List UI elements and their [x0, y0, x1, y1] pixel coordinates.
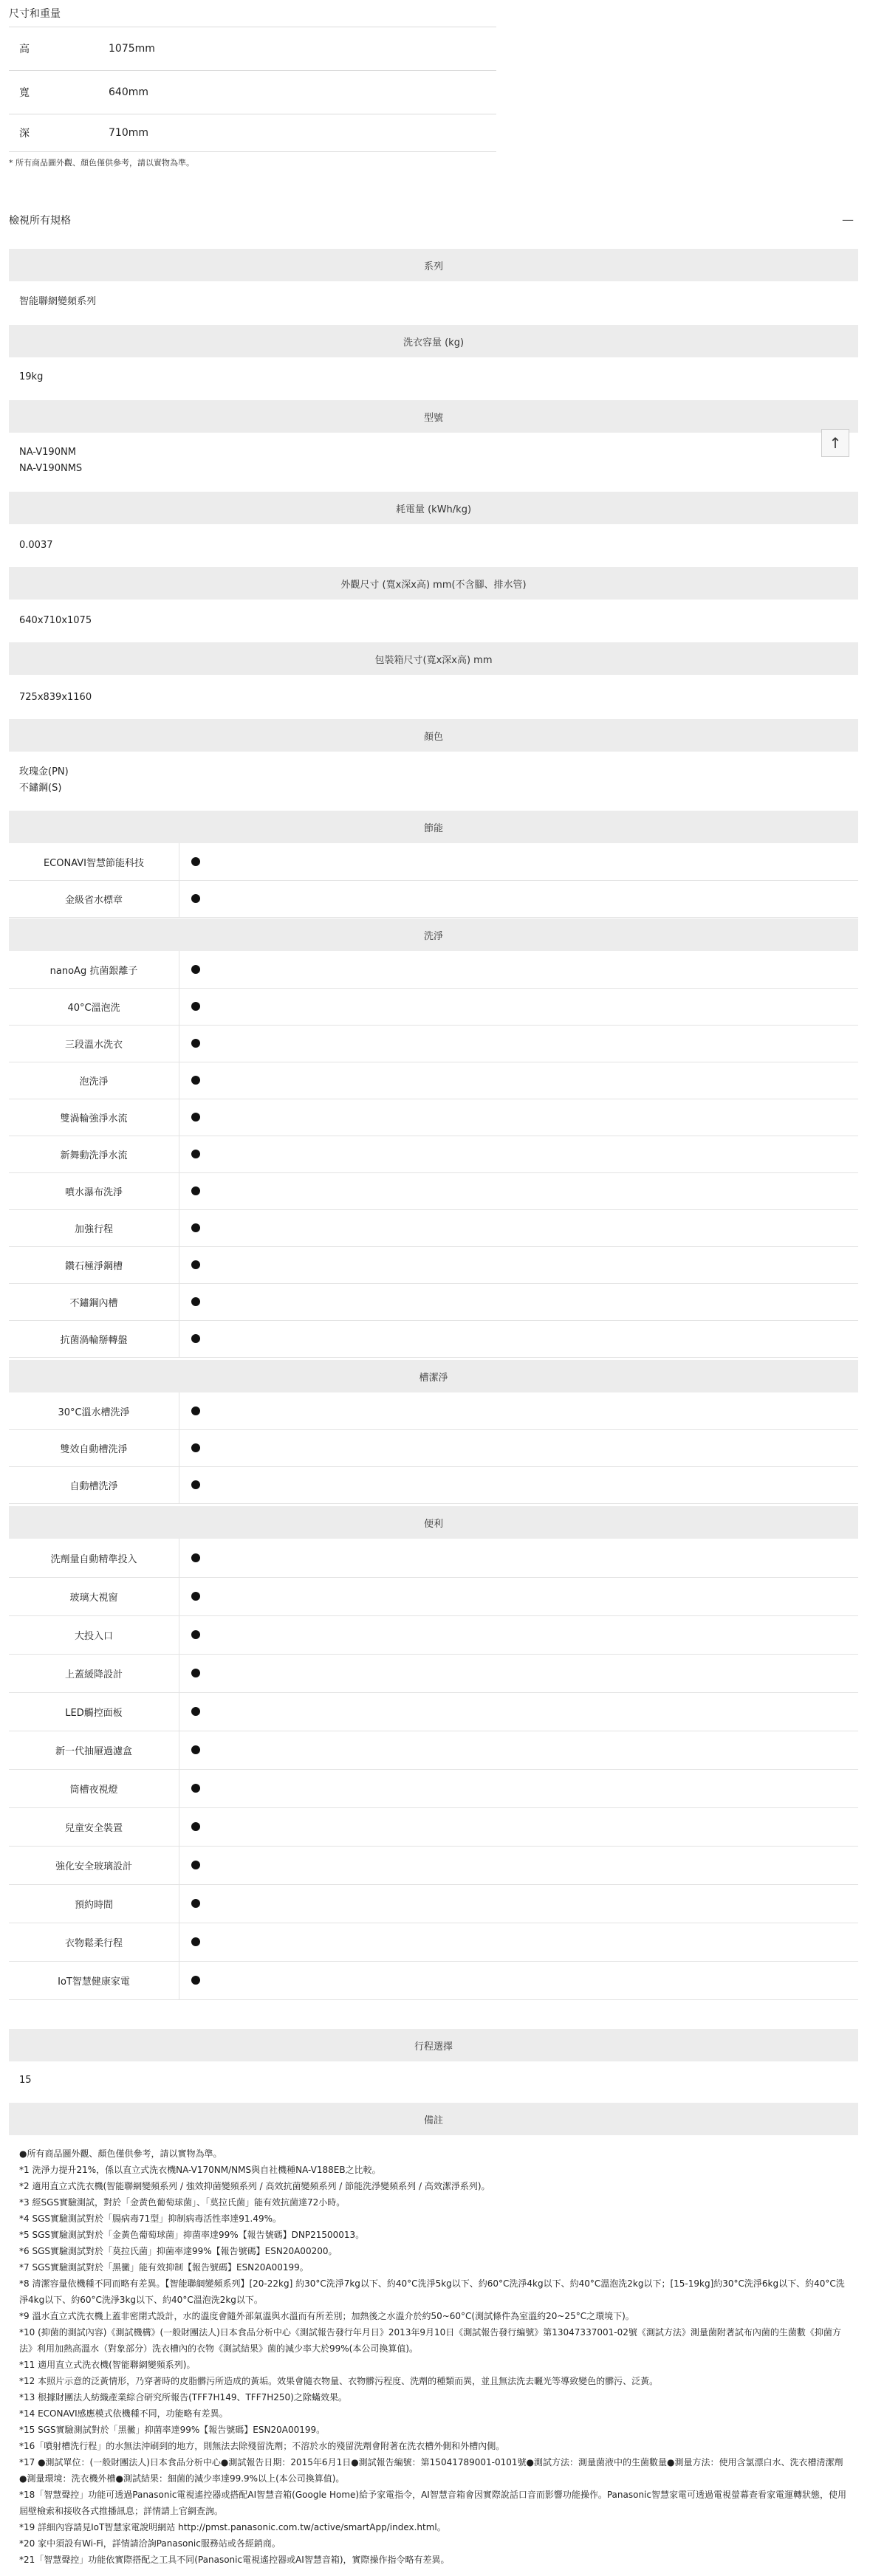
feature-label: IoT智慧健康家電	[9, 1961, 179, 1999]
bullet-icon	[191, 1745, 200, 1754]
dim-label: 寬	[19, 87, 30, 99]
remark-line: *5 SGS實驗測試對於「金黃色葡萄球菌」抑菌率達99%【報告號碼】DNP21500013。	[19, 2230, 365, 2240]
feature-label: 不鏽鋼內槽	[9, 1283, 179, 1320]
spec-value-line: 智能聯網變頻系列	[19, 296, 97, 307]
dim-label: 深	[19, 128, 30, 140]
spec-value-power	[19, 537, 53, 554]
bullet-icon	[191, 857, 200, 866]
feature-row	[9, 1692, 858, 1731]
feature-label: 三段溫水洗衣	[9, 1025, 179, 1062]
feature-row	[9, 1466, 858, 1504]
feature-row	[9, 1577, 858, 1616]
spec-header-series: 系列	[9, 249, 858, 281]
feature-label: 衣物鬆柔行程	[9, 1923, 179, 1961]
bullet-icon	[191, 1669, 200, 1677]
feature-label: 大投入口	[9, 1615, 179, 1654]
bullet-icon	[191, 1150, 200, 1158]
feature-label: 新一代抽屜過濾盒	[9, 1731, 179, 1769]
feature-row	[9, 1731, 858, 1770]
spec-value-outer-dim	[19, 613, 92, 629]
bullet-icon	[191, 1480, 200, 1489]
feature-label: 玻璃大視窗	[9, 1577, 179, 1615]
spec-header-outer-dim: 外觀尺寸 (寬x深x高) mm(不含腳、排水管)	[9, 567, 858, 600]
bullet-icon	[191, 1707, 200, 1716]
dim-row-width	[9, 71, 496, 114]
feature-row	[9, 1172, 858, 1210]
spec-value-color	[19, 764, 69, 797]
spec-value-line: 玫瑰金(PN)	[19, 766, 69, 777]
remark-line: *4 SGS實驗測試對於「腸病毒71型」抑制病毒活性率達91.49%。	[19, 2213, 282, 2224]
spec-value-line: 0.0037	[19, 540, 53, 551]
bullet-icon	[191, 1223, 200, 1232]
feature-label: 金級省水標章	[9, 880, 179, 917]
remark-line: ●所有商品圖外觀、顏色僅供參考，請以實物為準。	[19, 2149, 222, 2159]
feature-label: 抗菌渦輪掰轉盤	[9, 1320, 179, 1357]
remark-line: *20 家中須設有Wi-Fi，詳情請洽詢Panasonic服務站或各經銷商。	[19, 2538, 281, 2549]
remark-line: *8 清潔容量依機種不同而略有差異。【智能聯網變頻系列】[20-22kg] 約30°C洗淨7kg以下、約40°C洗淨5kg以下、約60°C洗淨4kg以下、約40°C溫泡洗2kg以下；[15-19kg]約30°C洗淨6kg以下、約40°C洗淨4kg以下、約60°C洗淨3kg以下、約40°C溫泡洗2kg以下。	[19, 2278, 845, 2305]
feature-row	[9, 1807, 858, 1847]
feature-row	[9, 1136, 858, 1173]
dim-row-depth	[9, 114, 496, 152]
remark-line: *9 溫水直立式洗衣機上蓋非密閉式設計，水的溫度會隨外部氣溫與水溫而有所差別；加熱後之水溫介於約50~60°C(測試條件為室溫約20~25°C之環境下)。	[19, 2311, 634, 2321]
remark-line: *6 SGS實驗測試對於「莫拉氏菌」抑菌率達99%【報告號碼】ESN20A00200。	[19, 2246, 338, 2256]
spec-header-tub-clean: 槽潔淨	[9, 1360, 858, 1392]
spec-value-series	[19, 294, 96, 310]
remark-line: *3 經SGS實驗測試，對於「金黃色葡萄球菌」、「莫拉氏菌」能有效抗菌達72小時。	[19, 2197, 346, 2208]
bullet-icon	[191, 1899, 200, 1908]
feature-row	[9, 1099, 858, 1136]
bullet-icon	[191, 1553, 200, 1562]
remark-line: *2 適用直立式洗衣機(智能聯網變頻系列 / 強效抑菌變頻系列 / 高效抗菌變頻系列 / 節能洗淨變頻系列 / 高效潔淨系列)。	[19, 2181, 490, 2191]
dim-value: 640mm	[109, 86, 148, 98]
remark-line: *15 SGS實驗測試對於「黑黴」抑菌率達99%【報告號碼】ESN20A00199。	[19, 2425, 326, 2435]
bullet-icon	[191, 1186, 200, 1195]
bullet-icon	[191, 1861, 200, 1869]
feature-row	[9, 1429, 858, 1467]
feature-row	[9, 1062, 858, 1099]
spec-header-convenience: 便利	[9, 1506, 858, 1539]
feature-row	[9, 1769, 858, 1808]
bullet-icon	[191, 1937, 200, 1946]
feature-row	[9, 1283, 858, 1321]
arrow-up-icon: ↑	[829, 434, 842, 452]
remark-line: *19 詳細內容請見IoT智慧家電說明網站 http://pmst.panasonic.com.tw/active/smartApp/index.html。	[19, 2522, 446, 2532]
feature-label: 兒童安全裝置	[9, 1807, 179, 1846]
feature-row	[9, 1209, 858, 1247]
feature-label: 泡洗淨	[9, 1062, 179, 1099]
feature-label: LED觸控面板	[9, 1692, 179, 1731]
remark-line: *21「智慧聲控」功能依實際搭配之工具不同(Panasonic電視遙控器或AI智慧音箱)，實際操作指令略有差異。	[19, 2555, 450, 2565]
dim-value: 1075mm	[109, 43, 155, 55]
feature-label: 預約時間	[9, 1884, 179, 1923]
bullet-icon	[191, 1443, 200, 1452]
dim-row-height	[9, 27, 496, 71]
spec-value-line: 640x710x1075	[19, 615, 92, 626]
feature-row	[9, 1615, 858, 1655]
spec-header-model: 型號	[9, 400, 858, 433]
bullet-icon	[191, 1039, 200, 1048]
feature-row	[9, 1392, 858, 1430]
remark-line: *18「智慧聲控」功能可透過Panasonic電視遙控器或搭配AI智慧音箱(Google Home)給予家電指令，AI智慧音箱會因實際說話口音而影響功能操作。Panasonic智慧家電可透過電視螢幕查看家電運轉狀態，使用屆壁檢索和接收各式推播訊息；詳情請上官網查詢。	[19, 2490, 846, 2516]
spec-value-model	[19, 444, 82, 477]
spec-value-line: 不鏽鋼(S)	[19, 783, 62, 794]
feature-row	[9, 880, 858, 918]
remark-line: *14 ECONAVI感應模式依機種不同，功能略有差異。	[19, 2408, 228, 2419]
bullet-icon	[191, 1592, 200, 1601]
feature-label: 加強行程	[9, 1209, 179, 1246]
spec-header-energy: 節能	[9, 811, 858, 843]
spec-value-capacity	[19, 369, 43, 385]
bullet-icon	[191, 1784, 200, 1793]
spec-value-programs	[19, 2072, 32, 2089]
feature-label: nanoAg 抗菌銀離子	[9, 951, 179, 988]
feature-label: 強化安全玻璃設計	[9, 1846, 179, 1884]
remarks-list	[19, 2146, 846, 2568]
spec-header-color: 顏色	[9, 719, 858, 752]
feature-label: 自動槽洗淨	[9, 1466, 179, 1503]
bullet-icon	[191, 1822, 200, 1831]
scroll-to-top-button[interactable]	[821, 429, 849, 457]
spec-header-programs: 行程選擇	[9, 2029, 858, 2061]
bullet-icon	[191, 1976, 200, 1985]
spec-header-remarks: 備註	[9, 2103, 858, 2135]
remark-line: *17 ●測試單位：(一般財團法人)日本食品分析中心●測試報告日期：2015年6月1日●測試報告編號：第15041789001-0101號●測試方法：測量菌液中的生菌數量●測量方法：使用含氯漂白水、洗衣槽清潔劑●測量環境：洗衣機外槽●測試結果：細菌的減少率達99.9%以上(本公司換算值)。	[19, 2457, 843, 2484]
bullet-icon	[191, 1407, 200, 1415]
feature-label: 30°C溫水槽洗淨	[9, 1392, 179, 1429]
remark-line: *10 (抑菌的測試內容)《測試機構》(一般財團法人)日本食品分析中心《測試報告發行年月日》2013年9月10日《測試報告發行編號》第13047337001-02號《測試方法》測量菌附著試布內菌的生菌數《抑菌方法》利用加熱高溫水（對象部分）洗衣槽內的衣物《測試結果》菌的減少率大於99%(本公司換算值)。	[19, 2327, 841, 2354]
bullet-icon	[191, 894, 200, 903]
feature-row	[9, 951, 858, 989]
size-weight-title: 尺寸和重量	[9, 8, 61, 20]
feature-label: 筒槽夜視燈	[9, 1769, 179, 1807]
dim-value: 710mm	[109, 127, 148, 139]
size-note: * 所有商品圖外觀、顏色僅供參考，請以實物為準。	[9, 158, 194, 168]
remark-line: *11 適用直立式洗衣機(智能聯網變頻系列)。	[19, 2360, 196, 2370]
feature-row	[9, 843, 858, 881]
spec-value-line: 725x839x1160	[19, 692, 92, 703]
feature-row	[9, 1654, 858, 1693]
remark-line: *13 根據財團法人紡織產業綜合研究所報告(TFF7H149、TFF7H250)之除蟎效果。	[19, 2392, 347, 2402]
spec-value-line: 19kg	[19, 371, 44, 382]
feature-label: 40°C溫泡洗	[9, 988, 179, 1025]
feature-label: 新舞動洗淨水流	[9, 1136, 179, 1172]
remark-line: *12 本照片示意的泛黃情形，乃穿著時的皮脂髒污所造成的黃垢。效果會隨衣物量、衣物髒污程度、洗劑的種類而異，並且無法洗去曬光等導致變色的髒污、泛黃。	[19, 2376, 659, 2386]
spec-header-pack-dim: 包裝箱尺寸(寬x深x高) mm	[9, 642, 858, 675]
feature-row	[9, 1884, 858, 1923]
feature-label: 鑽石極淨鋼槽	[9, 1246, 179, 1283]
feature-label: 上蓋緩降設計	[9, 1654, 179, 1692]
spec-header-power: 耗電量 (kWh/kg)	[9, 492, 858, 524]
bullet-icon	[191, 1260, 200, 1269]
feature-row	[9, 1846, 858, 1885]
feature-row	[9, 1025, 858, 1062]
all-specs-toggle[interactable]: 檢視所有規格	[9, 215, 71, 227]
feature-row	[9, 1320, 858, 1358]
feature-row	[9, 1246, 858, 1284]
feature-row	[9, 1539, 858, 1578]
spec-value-line: NA-V190NM	[19, 447, 76, 458]
feature-row	[9, 1961, 858, 2000]
spec-value-line: 15	[19, 2075, 32, 2086]
bullet-icon	[191, 1297, 200, 1306]
remark-line: *1 洗淨力提升21%，係以直立式洗衣機NA-V170NM/NMS與自社機種NA-V188EB之比較。	[19, 2165, 381, 2175]
bullet-icon	[191, 1002, 200, 1011]
spec-header-capacity: 洗衣容量 (kg)	[9, 325, 858, 357]
feature-row	[9, 988, 858, 1026]
feature-label: 雙效自動槽洗淨	[9, 1429, 179, 1466]
bullet-icon	[191, 1113, 200, 1122]
bullet-icon	[191, 1630, 200, 1639]
spec-value-pack-dim	[19, 690, 92, 706]
feature-row	[9, 1923, 858, 1962]
feature-label: 噴水瀑布洗淨	[9, 1172, 179, 1209]
bullet-icon	[191, 965, 200, 974]
feature-label: ECONAVI智慧節能科技	[9, 843, 179, 880]
bullet-icon	[191, 1076, 200, 1085]
feature-label: 洗劑量自動精準投入	[9, 1539, 179, 1577]
spec-header-wash: 洗淨	[9, 918, 858, 951]
remark-line: *16「噴射槽洗行程」的水無法沖刷到的地方，則無法去除殘留洗劑；不溶於水的殘留洗劑會附著在洗衣槽外側和外槽內側。	[19, 2441, 505, 2451]
spec-value-line: NA-V190NMS	[19, 463, 83, 474]
collapse-icon[interactable]: —	[842, 213, 854, 227]
remark-line: *7 SGS實驗測試對於「黑黴」能有效抑制【報告號碼】ESN20A00199。	[19, 2262, 309, 2273]
bullet-icon	[191, 1334, 200, 1343]
dim-label: 高	[19, 44, 30, 55]
feature-label: 雙渦輪強淨水流	[9, 1099, 179, 1136]
